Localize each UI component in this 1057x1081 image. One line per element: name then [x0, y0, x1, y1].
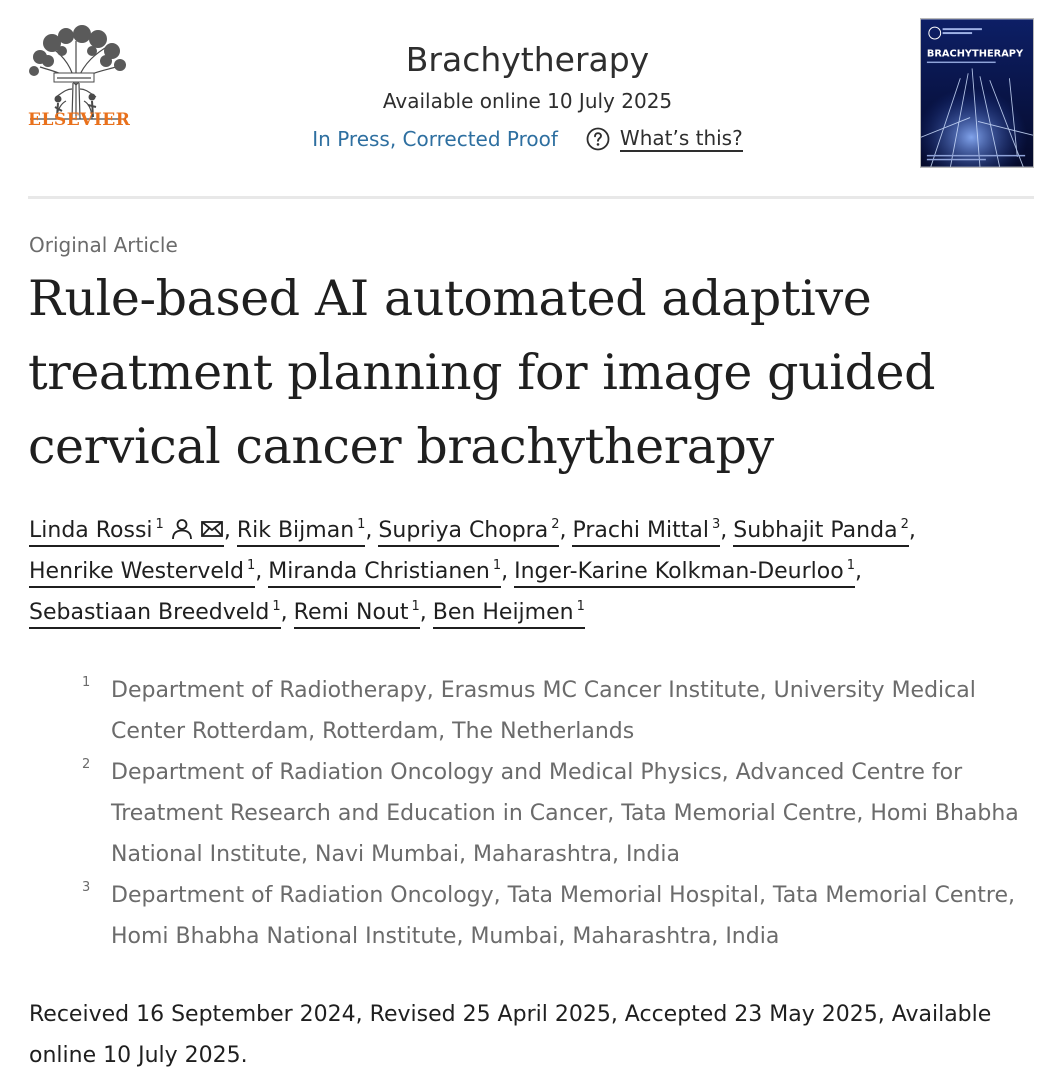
affiliation-item — [80, 752, 1030, 875]
author-name: Prachi Mittal — [572, 518, 709, 543]
author-link[interactable] — [733, 518, 909, 547]
author-name: Sebastiaan Breedveld — [29, 600, 270, 625]
author-name: Inger-Karine Kolkman-Deurloo — [514, 559, 844, 584]
article-type: Original Article — [29, 233, 178, 257]
person-icon — [170, 518, 194, 540]
author-affiliation-ref: 3 — [711, 517, 721, 532]
author-affiliation-ref: 1 — [272, 599, 281, 614]
affiliation-number: 3 — [82, 880, 91, 895]
article-history-dates: Received 16 September 2024, Revised 25 April 2025, Accepted 23 May 2025, Available online 10 July 2025. — [29, 1002, 992, 1068]
article-status-row — [300, 126, 755, 152]
author-affiliation-ref: 1 — [411, 599, 420, 614]
affiliation-number: 1 — [82, 675, 91, 690]
affiliation-item — [80, 670, 1030, 752]
affiliation-text: Department of Radiotherapy, Erasmus MC Cancer Institute, University Medical Center Rotterdam, Rotterdam, The Netherlands — [111, 678, 976, 744]
author-link[interactable] — [433, 600, 585, 629]
affiliation-text: Department of Radiation Oncology, Tata Memorial Hospital, Tata Memorial Centre, Homi Bhabha National Institute, Mumbai, Maharashtra, India — [111, 883, 1016, 949]
author-link[interactable] — [237, 518, 366, 547]
author-name: Ben Heijmen — [432, 600, 574, 625]
affiliation-item — [80, 875, 1030, 957]
author-link[interactable] — [572, 518, 720, 547]
author-affiliation-ref: 1 — [846, 558, 855, 573]
affiliation-text: Department of Radiation Oncology and Medical Physics, Advanced Centre for Treatment Research and Education in Cancer, Tata Memorial Centre, Homi Bhabha National Institute, Navi Mumbai, Maharashtra, India — [111, 760, 1019, 867]
author-link[interactable] — [29, 600, 281, 629]
author-name: Subhajit Panda — [733, 518, 898, 543]
journal-cover-image[interactable] — [920, 18, 1034, 168]
author-link[interactable] — [514, 559, 855, 588]
author-link[interactable] — [378, 518, 559, 547]
author-affiliation-ref: 2 — [900, 517, 909, 532]
envelope-icon — [200, 518, 224, 540]
article-title: Rule-based AI automated adaptive treatment planning for image guided cervical cancer brachytherapy — [28, 270, 936, 475]
author-affiliation-ref: 1 — [357, 517, 366, 532]
author-name: Remi Nout — [293, 600, 409, 625]
author-affiliation-ref: 1 — [246, 558, 256, 573]
whats-this-button[interactable] — [586, 126, 743, 152]
cover-journal-title: BRACHYTHERAPY — [926, 48, 1024, 60]
author-name: Rik Bijman — [236, 518, 355, 543]
author-name: Miranda Christianen — [268, 559, 490, 584]
author-affiliation-ref: 1 — [155, 517, 164, 532]
author-affiliation-ref: 1 — [492, 558, 502, 573]
author-affiliation-ref: 2 — [551, 517, 560, 532]
author-name: Supriya Chopra — [378, 518, 549, 543]
journal-header — [300, 38, 755, 152]
publisher-name: ELSEVIER — [28, 110, 131, 130]
availability-date: Available online 10 July 2025 — [382, 89, 673, 113]
author-affiliation-ref: 1 — [576, 599, 585, 614]
question-circle-icon — [586, 127, 610, 151]
author-link[interactable] — [29, 559, 255, 588]
in-press-link[interactable]: In Press, Corrected Proof — [312, 127, 558, 151]
header-divider — [28, 196, 1034, 199]
author-name: Henrike Westerveld — [29, 559, 244, 584]
author-link[interactable] — [29, 518, 224, 547]
journal-title[interactable]: Brachytherapy — [405, 40, 650, 79]
author-name: Linda Rossi — [29, 518, 153, 543]
affiliation-number: 2 — [82, 757, 91, 772]
author-list: Linda Rossi $^1$ , Rik Bijman $^1$, Supriya Chopra $^2$, Prachi Mittal $^3$, Subhajit Panda $^2$, Henrike Westerveld $^1$, Miranda Christianen $^1$, Inger-Karine Kolkman-Deurloo $^1$, Sebastiaan Breedveld $^1$, Remi Nout $^1$, Ben Heijmen $^1$ — [29, 510, 1029, 633]
author-link[interactable] — [268, 559, 501, 588]
whats-this-label: What’s this? — [619, 126, 743, 150]
affiliation-list — [80, 670, 1030, 957]
author-link[interactable] — [294, 600, 420, 629]
